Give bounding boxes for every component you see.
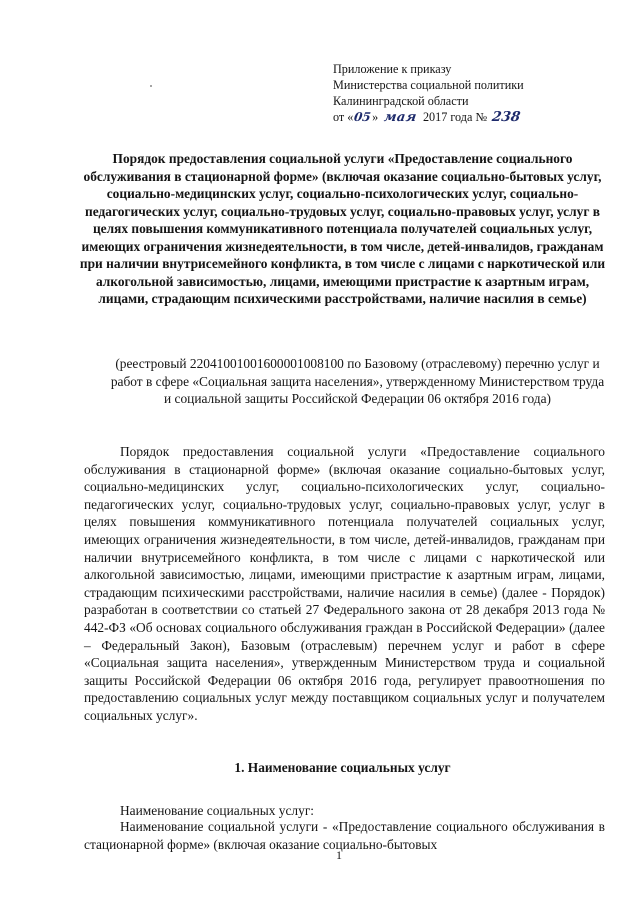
section-paragraph: Наименование социальной услуги - «Предоставление социального обслуживания в стационарной форме» (включая оказание социально-бытовых	[84, 819, 605, 852]
page-number: 1	[336, 848, 342, 862]
document-title: Порядок предоставления социальной услуги «Предоставление социального обслуживания в стационарной форме» (включая оказание социально-бытовых услуг, социально-медицинских услуг, социально-психологических услуг, социально-педагогических услуг, социально-трудовых услуг, социально-правовых услуг, услуг в целях повышения коммуникативного потенциала получателей социальных услуг, имеющих ограничения жизнедеятельности, в том числе, детей-инвалидов, гражданам при наличии внутрисемейного конфликта, в том числе с лицами с наркотической или алкогольной зависимостью, лицами, имеющими пристрастие к азартным играм, лицами, страдающим психическими расстройствами, наличие насилия в семье)	[79, 151, 606, 306]
date-prefix: от «	[333, 110, 354, 124]
appendix-line: Калининградской области	[333, 94, 469, 108]
handwritten-order-number: 238	[491, 109, 522, 125]
handwritten-day: 05	[353, 110, 373, 124]
appendix-line: Министерства социальной политики	[333, 78, 524, 92]
scan-speck	[150, 85, 152, 87]
intro-paragraph: Порядок предоставления социальной услуги «Предоставление социального обслуживания в стационарной форме» (включая оказание социально-бытовых услуг, социально-медицинских услуг, социально-психологических услуг, социально-педагогических услуг, социально-трудовых услуг, социально-правовых услуг, услуг в целях повышения коммуникативного потенциала получателей социальных услуг, имеющих ограничения жизнедеятельности, в том числе, детей-инвалидов, гражданам при наличии внутрисемейного конфликта, в том числе с лицами с наркотической или алкогольной зависимостью, лицами, имеющими пристрастие к азартным играм, лицами, страдающим психическими расстройствами, наличие насилия в семье) (далее - Порядок) разработан в соответствии со статьей 27 Федерального закона от 28 декабря 2013 года № 442-ФЗ «Об основах социального обслуживания граждан в Российской Федерации» (далее – Федеральный Закон), Базовым (отраслевым) перечнем услуг и работ в сфере «Социальная защита населения», утвержденным Министерством труда и социальной защиты Российской Федерации 06 октября 2016 года, регулирует правоотношения по предоставлению социальных услуг между поставщиком социальных услуг и получателем социальных услуг».	[84, 444, 605, 723]
appendix-block	[333, 61, 613, 126]
date-quote: »	[372, 110, 379, 124]
section-paragraph: Наименование социальных услуг:	[120, 803, 315, 818]
appendix-line: Приложение к приказу	[333, 62, 452, 76]
date-year: 2017 года №	[422, 110, 488, 124]
document-subtitle: (реестровый 22041001001600001008100 по Базовому (отраслевому) перечню услуг и работ в сфере «Социальная защита населения», утвержденному Министерством труда и социальной защиты Российской Федерации 06 октября 2016 года)	[110, 356, 605, 406]
appendix-date-line	[333, 109, 613, 126]
section-heading: 1. Наименование социальных услуг	[234, 760, 451, 775]
handwritten-month: мая	[383, 110, 419, 125]
